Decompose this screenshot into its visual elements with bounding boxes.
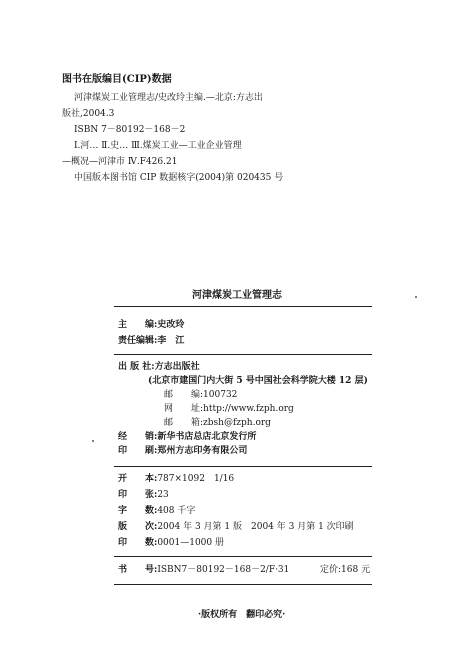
spec-edition-label: 版 次: — [118, 522, 158, 532]
distributor-row — [118, 432, 256, 443]
spec-sheets-value: 23 — [157, 490, 169, 500]
chief-editor-label: 主 编: — [118, 320, 158, 330]
cip-line-2: 版社,2004.3 — [62, 109, 115, 119]
isbn-value: ISBN7－80192－168－2/F·31 — [157, 565, 290, 575]
isbn-row — [118, 565, 289, 576]
spec-printrun-label: 印 数: — [118, 538, 158, 548]
postcode-value: 100732 — [203, 390, 238, 400]
responsible-editor-row — [118, 336, 184, 347]
printer-label: 印 刷: — [118, 446, 158, 456]
publisher-row — [118, 362, 200, 373]
printer-value: 郑州方志印务有限公司 — [157, 446, 248, 456]
email-row — [164, 418, 271, 429]
spec-format-value: 787×1092 1/16 — [157, 474, 235, 484]
cip-line-1: 河津煤炭工业管理志/史改玲主编.—北京:方志出 — [74, 93, 263, 103]
publisher-label: 出 版 社: — [118, 362, 155, 372]
price-value: 168 元 — [341, 565, 371, 575]
postcode-row — [164, 390, 237, 401]
price-label: 定价: — [320, 565, 342, 575]
website-label: 网 址: — [164, 404, 204, 414]
title-rule — [114, 306, 372, 307]
postcode-label: 邮 编: — [164, 390, 204, 400]
email-value: zbsh@fzph.org — [203, 418, 271, 428]
price-row — [320, 565, 370, 576]
isbn-label: 书 号: — [118, 565, 158, 575]
distributor-value: 新华书店总店北京发行所 — [157, 432, 257, 442]
specs-rule — [114, 556, 372, 557]
cip-line-4: Ⅰ.河… Ⅱ.史… Ⅲ.煤炭工业—工业企业管理 — [74, 141, 242, 151]
spec-wordcount-row — [118, 506, 195, 517]
spec-printrun-value: 0001—1000 册 — [157, 538, 224, 548]
cip-heading: 图书在版编目(CIP)数据 — [62, 74, 172, 85]
printer-row — [118, 446, 247, 457]
responsible-editor-label: 责任编辑: — [118, 336, 158, 346]
spec-edition-row — [118, 522, 354, 533]
responsible-editor-value: 李 江 — [157, 336, 185, 346]
spec-wordcount-label: 字 数: — [118, 506, 158, 516]
publisher-rule — [114, 466, 372, 467]
spec-edition-value: 2004 年 3 月第 1 版 2004 年 3 月第 1 次印刷 — [157, 522, 354, 532]
cip-line-5: —概况—河津市 Ⅳ.F426.21 — [62, 157, 178, 167]
scan-speck — [92, 440, 94, 442]
website-value: http://www.fzph.org — [203, 404, 294, 414]
isbn-rule — [114, 584, 372, 585]
spec-sheets-row — [118, 490, 169, 501]
spec-sheets-label: 印 张: — [118, 490, 158, 500]
spec-format-label: 开 本: — [118, 474, 158, 484]
publisher-address: (北京市建国门内大街 5 号中国社会科学院大楼 12 层) — [148, 376, 368, 386]
cip-line-3: ISBN 7－80192－168－2 — [74, 125, 186, 135]
spec-printrun-row — [118, 538, 224, 549]
spec-wordcount-value: 408 千字 — [157, 506, 196, 516]
cip-line-6: 中国版本图书馆 CIP 数据核字(2004)第 020435 号 — [74, 173, 284, 183]
spec-format-row — [118, 474, 234, 485]
website-row — [164, 404, 294, 415]
chief-editor-row — [118, 320, 184, 331]
scan-speck — [415, 296, 417, 298]
copyright-notice: ·版权所有 翻印必究· — [198, 610, 286, 620]
publisher-name: 方志出版社 — [154, 362, 200, 372]
editors-rule — [114, 354, 372, 355]
email-label: 邮 箱: — [164, 418, 204, 428]
distributor-label: 经 销: — [118, 432, 158, 442]
chief-editor-value: 史改玲 — [157, 320, 185, 330]
book-title: 河津煤炭工业管理志 — [192, 290, 282, 301]
